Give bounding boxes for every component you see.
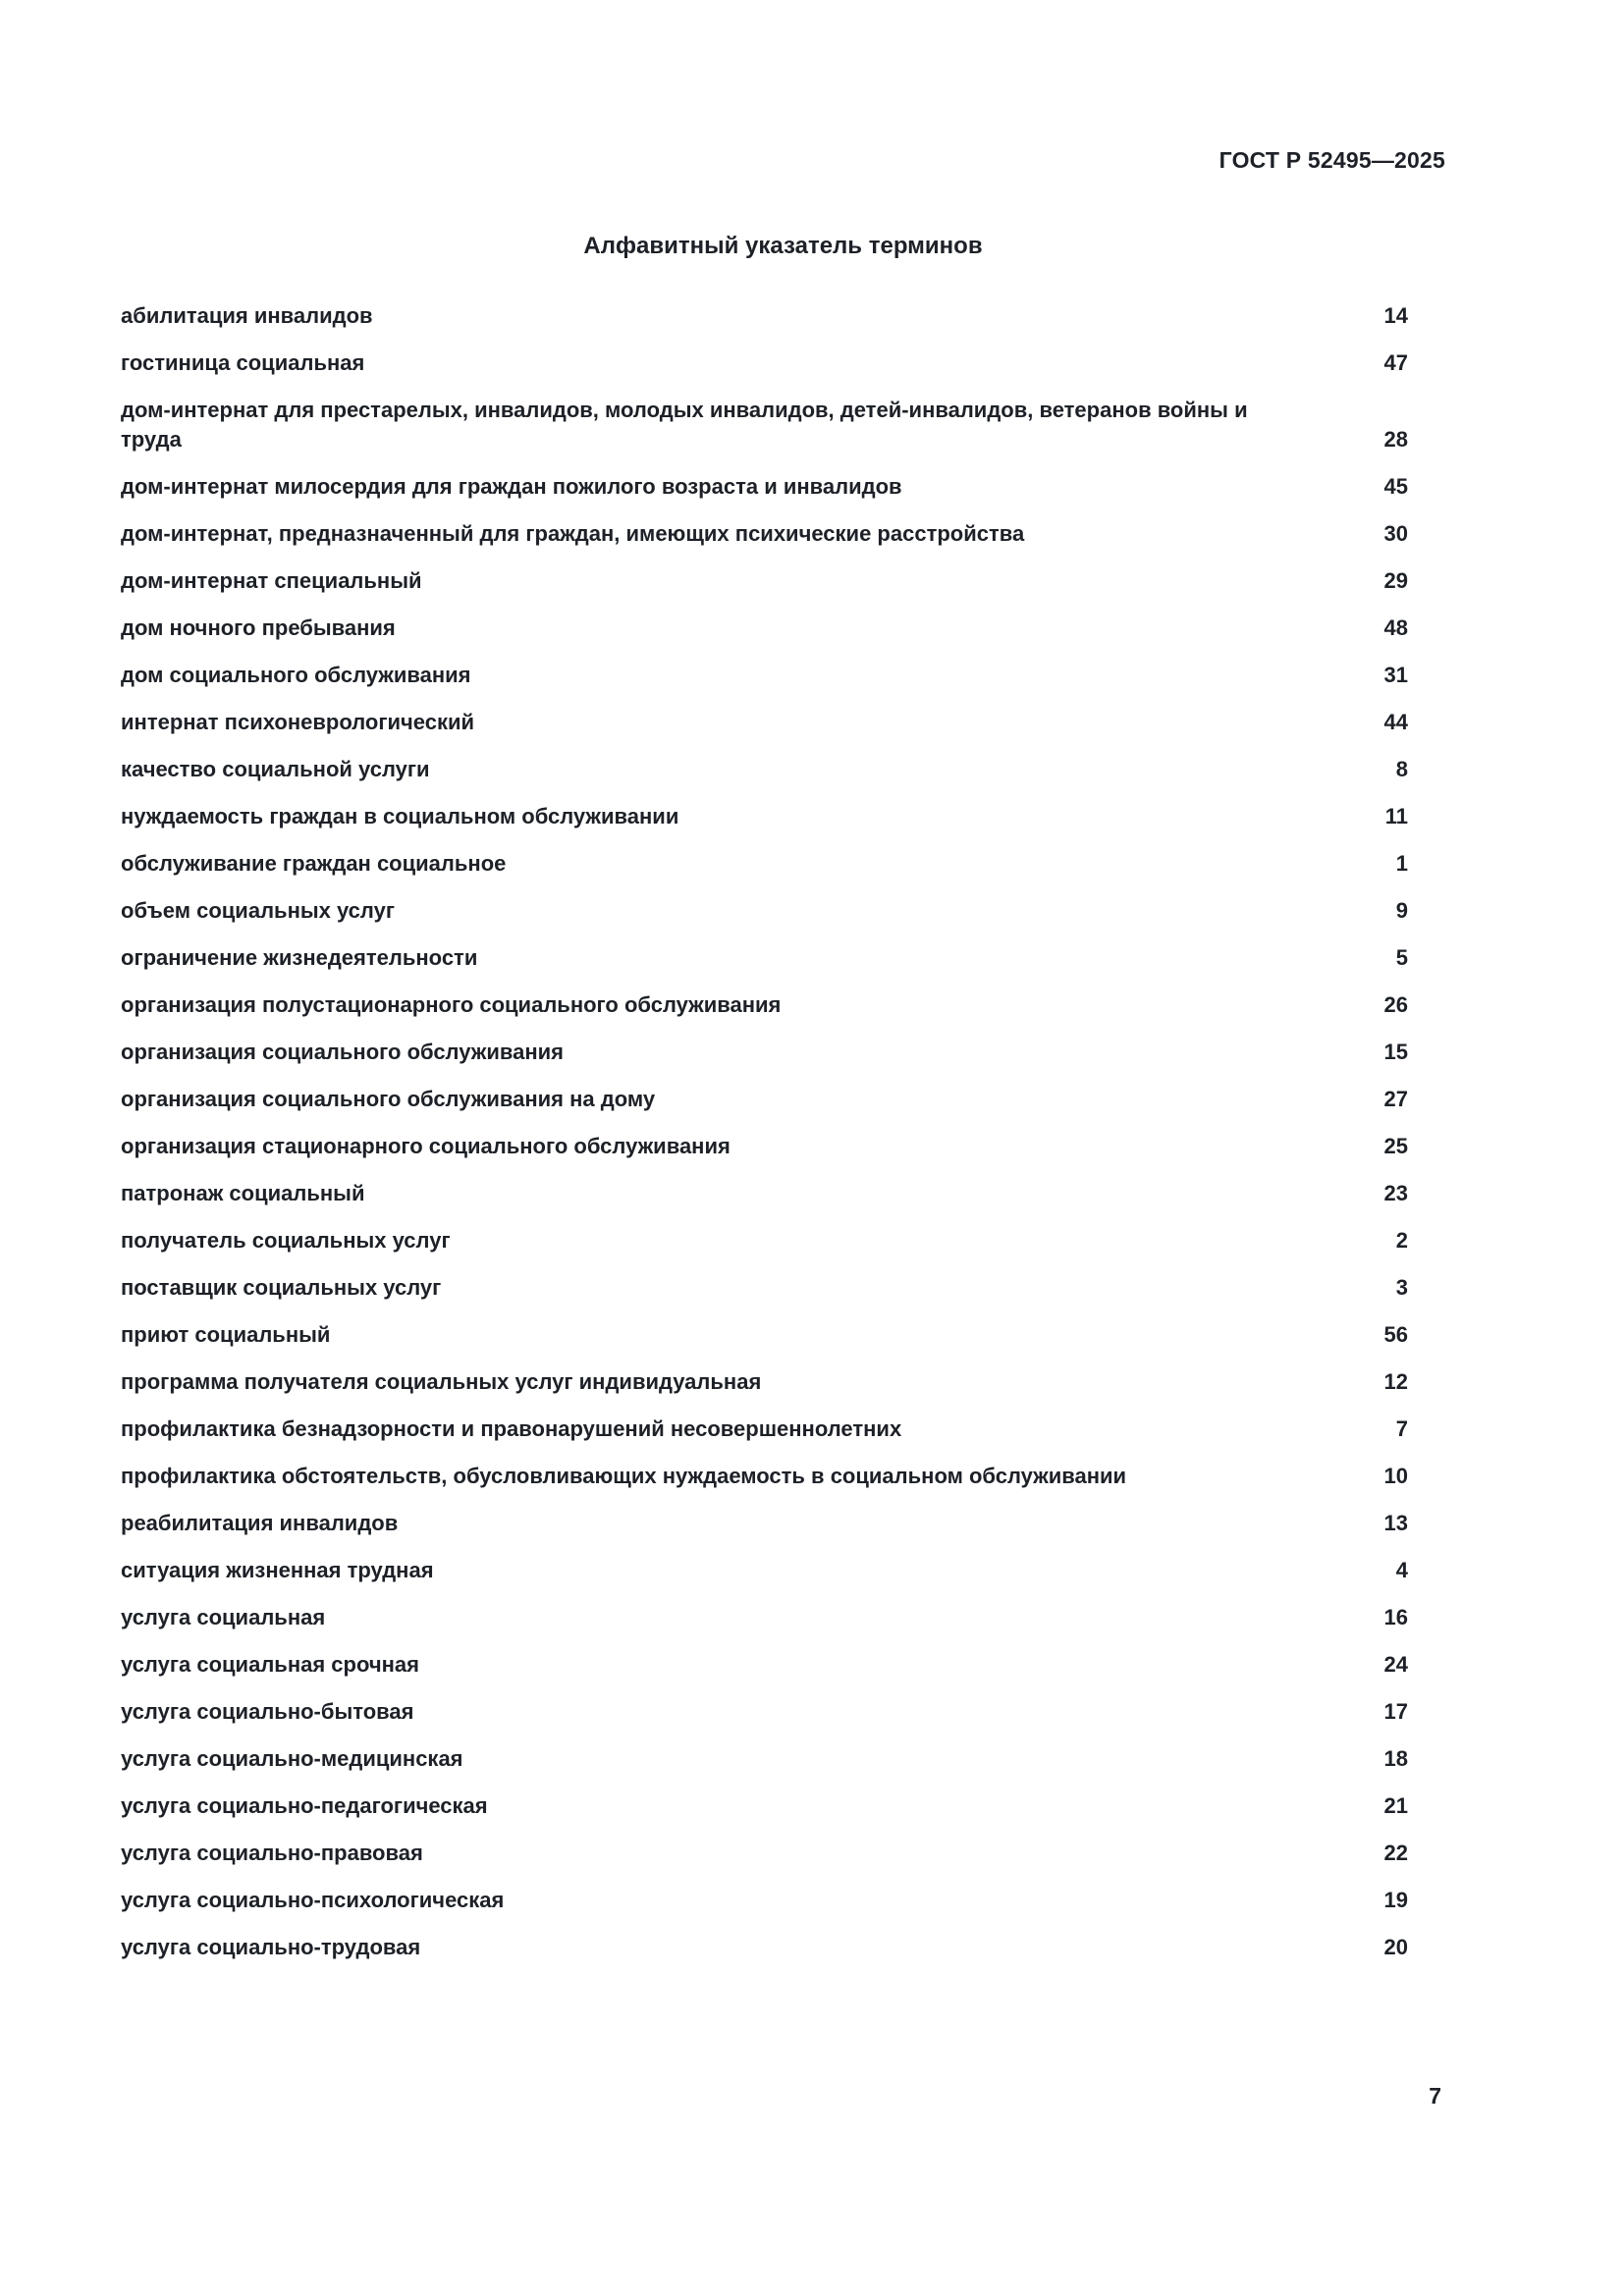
term-text: услуга социальная срочная xyxy=(121,1652,419,1677)
index-entry xyxy=(121,802,1445,831)
term-text: получатель социальных услуг xyxy=(121,1228,451,1253)
term-page-number: 11 xyxy=(1384,804,1408,828)
term-text: дом-интернат специальный xyxy=(121,568,422,593)
term-page-number: 19 xyxy=(1383,1888,1408,1912)
term-text: гостиница социальная xyxy=(121,350,365,375)
term-page-number: 30 xyxy=(1383,521,1408,546)
index-list xyxy=(121,301,1445,1980)
term-text: качество социальной услуги xyxy=(121,757,430,781)
term-page-number: 29 xyxy=(1383,568,1408,593)
term-page-number: 24 xyxy=(1383,1652,1408,1677)
term-page-number: 15 xyxy=(1383,1040,1408,1064)
term-text: дом-интернат милосердия для граждан пожилого возраста и инвалидов xyxy=(121,474,902,499)
term-text: дом-интернат для престарелых, инвалидов, молодых инвалидов, детей-инвалидов, ветеранов войны и труда xyxy=(121,398,1248,452)
term-page-number: 31 xyxy=(1383,663,1408,687)
index-entry xyxy=(121,1933,1445,1962)
term-text: поставщик социальных услуг xyxy=(121,1275,442,1300)
index-entry xyxy=(121,1367,1445,1397)
term-text: организация социального обслуживания xyxy=(121,1040,564,1064)
term-page-number: 13 xyxy=(1383,1511,1408,1535)
term-text: абилитация инвалидов xyxy=(121,303,373,328)
term-text: объем социальных услуг xyxy=(121,898,395,923)
term-text: организация социального обслуживания на дому xyxy=(121,1087,656,1111)
term-text: дом ночного пребывания xyxy=(121,615,396,640)
term-page-number: 22 xyxy=(1383,1841,1408,1865)
term-page-number: 23 xyxy=(1383,1181,1408,1205)
term-page-number: 9 xyxy=(1395,898,1408,923)
index-entry xyxy=(121,1085,1445,1114)
term-text: организация стационарного социального обслуживания xyxy=(121,1134,731,1158)
index-entry xyxy=(121,990,1445,1020)
term-page-number: 17 xyxy=(1383,1699,1408,1724)
term-text: услуга социально-бытовая xyxy=(121,1699,414,1724)
index-entry xyxy=(121,396,1445,454)
term-page-number: 16 xyxy=(1383,1605,1408,1629)
term-page-number: 5 xyxy=(1395,945,1408,970)
index-entry xyxy=(121,1415,1445,1444)
term-text: программа получателя социальных услуг индивидуальная xyxy=(121,1369,762,1394)
term-text: дом социального обслуживания xyxy=(121,663,471,687)
term-page-number: 56 xyxy=(1383,1322,1408,1347)
index-entry xyxy=(121,1462,1445,1491)
term-text: профилактика безнадзорности и правонарушений несовершеннолетних xyxy=(121,1416,902,1441)
index-entry xyxy=(121,896,1445,926)
term-text: ситуация жизненная трудная xyxy=(121,1558,434,1582)
term-page-number: 27 xyxy=(1383,1087,1408,1111)
document-code: ГОСТ Р 52495—2025 xyxy=(1218,147,1445,173)
index-entry xyxy=(121,472,1445,502)
index-entry xyxy=(121,1603,1445,1632)
index-entry xyxy=(121,1650,1445,1680)
index-entry xyxy=(121,566,1445,596)
index-entry xyxy=(121,661,1445,690)
term-text: услуга социальная xyxy=(121,1605,326,1629)
term-page-number: 12 xyxy=(1383,1369,1408,1394)
term-text: организация полустационарного социального обслуживания xyxy=(121,992,782,1017)
term-page-number: 3 xyxy=(1395,1275,1408,1300)
index-entry xyxy=(121,301,1445,331)
index-entry xyxy=(121,1509,1445,1538)
term-text: приют социальный xyxy=(121,1322,331,1347)
index-entry xyxy=(121,614,1445,643)
term-page-number: 26 xyxy=(1383,992,1408,1017)
term-page-number: 14 xyxy=(1383,303,1408,328)
term-page-number: 10 xyxy=(1383,1464,1408,1488)
term-text: патронаж социальный xyxy=(121,1181,365,1205)
term-page-number: 1 xyxy=(1395,851,1408,876)
term-page-number: 25 xyxy=(1383,1134,1408,1158)
index-entry xyxy=(121,1839,1445,1868)
index-entry xyxy=(121,1886,1445,1915)
footer-page-number: 7 xyxy=(1429,2083,1441,2109)
term-text: услуга социально-психологическая xyxy=(121,1888,505,1912)
index-entry xyxy=(121,1556,1445,1585)
index-entry xyxy=(121,1320,1445,1350)
index-entry xyxy=(121,1791,1445,1821)
index-entry xyxy=(121,1697,1445,1727)
index-entry xyxy=(121,1744,1445,1774)
term-text: дом-интернат, предназначенный для граждан, имеющих психические расстройства xyxy=(121,521,1025,546)
term-page-number: 18 xyxy=(1383,1746,1408,1771)
term-page-number: 2 xyxy=(1395,1228,1408,1253)
term-text: услуга социально-педагогическая xyxy=(121,1793,488,1818)
term-page-number: 7 xyxy=(1395,1416,1408,1441)
term-text: профилактика обстоятельств, обусловливающих нуждаемость в социальном обслуживании xyxy=(121,1464,1127,1488)
index-entry xyxy=(121,708,1445,737)
term-text: реабилитация инвалидов xyxy=(121,1511,399,1535)
term-page-number: 44 xyxy=(1383,710,1408,734)
term-text: интернат психоневрологический xyxy=(121,710,475,734)
term-page-number: 4 xyxy=(1395,1558,1408,1582)
term-page-number: 8 xyxy=(1395,757,1408,781)
term-text: ограничение жизнедеятельности xyxy=(121,945,478,970)
term-page-number: 20 xyxy=(1383,1935,1408,1959)
term-text: обслуживание граждан социальное xyxy=(121,851,507,876)
index-entry xyxy=(121,1273,1445,1303)
term-page-number: 47 xyxy=(1383,350,1408,375)
term-page-number: 48 xyxy=(1383,615,1408,640)
term-text: нуждаемость граждан в социальном обслуживании xyxy=(121,804,679,828)
index-entry xyxy=(121,1038,1445,1067)
index-entry xyxy=(121,943,1445,973)
index-entry xyxy=(121,519,1445,549)
page-title: Алфавитный указатель терминов xyxy=(583,233,983,259)
term-text: услуга социально-медицинская xyxy=(121,1746,463,1771)
term-page-number: 21 xyxy=(1383,1793,1408,1818)
index-entry xyxy=(121,348,1445,378)
term-text: услуга социально-трудовая xyxy=(121,1935,421,1959)
index-entry xyxy=(121,1132,1445,1161)
index-entry xyxy=(121,1226,1445,1255)
index-entry xyxy=(121,1179,1445,1208)
index-entry xyxy=(121,849,1445,879)
index-entry xyxy=(121,755,1445,784)
term-page-number: 45 xyxy=(1383,474,1408,499)
term-text: услуга социально-правовая xyxy=(121,1841,423,1865)
term-page-number: 28 xyxy=(1383,427,1408,452)
